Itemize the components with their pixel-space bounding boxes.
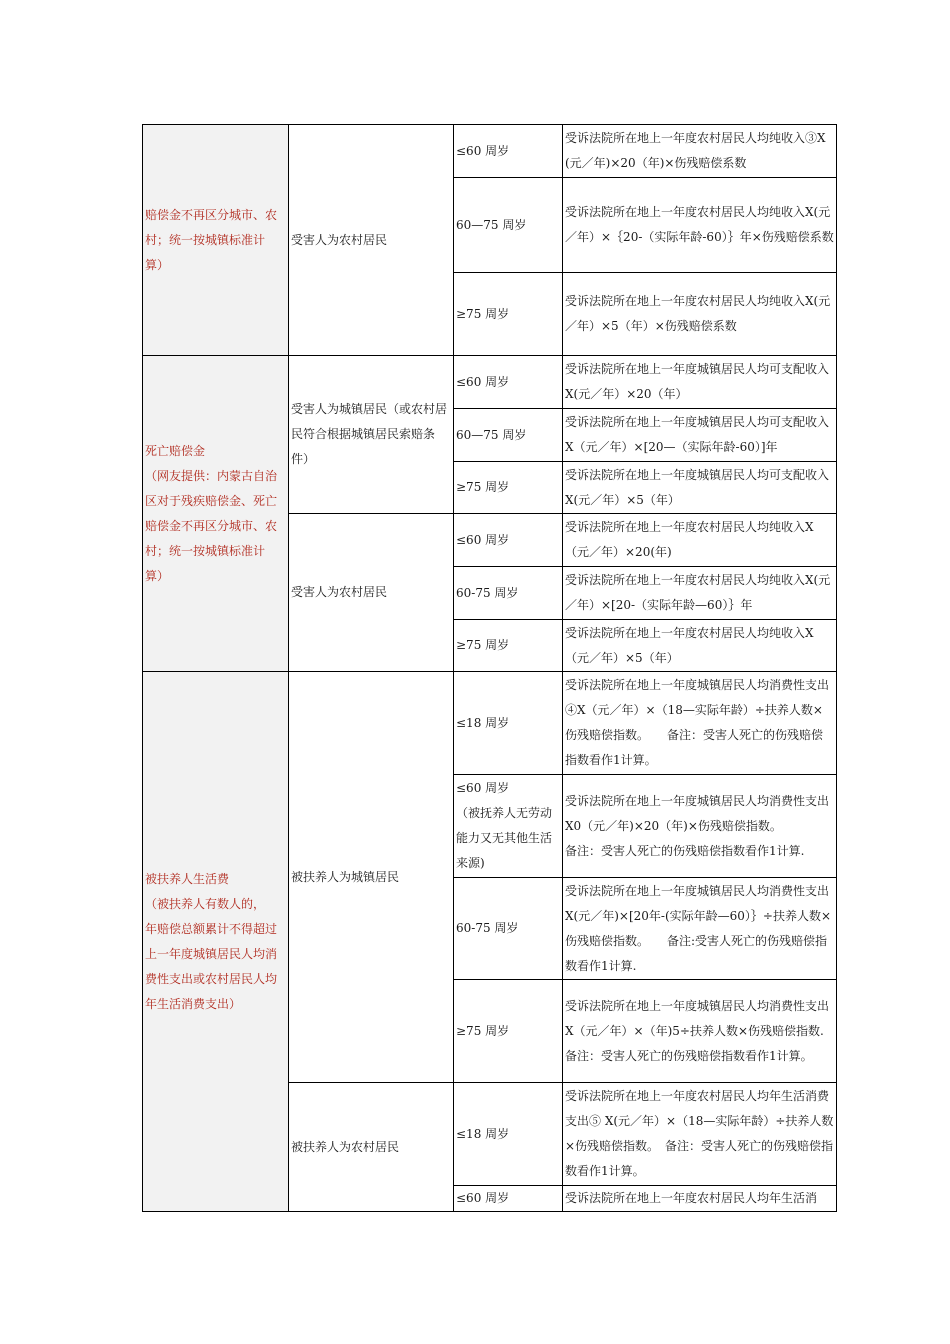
age-range-cell: ≤60 周岁: [454, 125, 563, 178]
victim-type-cell: 被扶养人为农村居民: [289, 1083, 454, 1212]
age-range-text: ≤60 周岁 （被抚养人无劳动能力又无其他生活来源): [456, 781, 553, 870]
age-range-cell: ≤18 周岁: [454, 672, 563, 775]
formula-cell: 受诉法院所在地上一年度城镇居民人均消费性支出X（元／年）×（年)5÷扶养人数×伤残赔偿指数. 备注：受害人死亡的伤残赔偿指数看作1计算。: [563, 980, 837, 1083]
age-range-cell: ≤60 周岁: [454, 514, 563, 567]
category-text: 区对于残疾赔偿金、死亡: [145, 493, 278, 508]
age-range-cell: [454, 775, 563, 878]
category-text: 死亡赔偿金: [145, 443, 206, 458]
age-range-cell: ≥75 周岁: [454, 620, 563, 672]
category-text: （网友提供：内蒙古自治: [145, 468, 278, 483]
victim-type-cell: 受害人为城镇居民（或农村居民符合根据城镇居民索赔条件）: [289, 356, 454, 514]
formula-cell: 受诉法院所在地上一年度农村居民人均纯收入X(元／年）×[20-（实际年龄—60）｝年: [563, 567, 837, 620]
age-range-cell: ≤60 周岁: [454, 1186, 563, 1212]
category-text: 赔偿金不再区分城市、农: [145, 207, 278, 222]
age-range-cell: 60—75 周岁: [454, 178, 563, 273]
age-range-cell: ≥75 周岁: [454, 273, 563, 356]
victim-type-cell: 受害人为农村居民: [289, 514, 454, 672]
formula-cell: 受诉法院所在地上一年度农村居民人均年生活消费支出⑤ X(元／年）×（18—实际年龄）÷扶养人数×伤残赔偿指数。 备注：受害人死亡的伤残赔偿指数看作1计算。: [563, 1083, 837, 1186]
category-text: 上一年度城镇居民人均消: [145, 946, 278, 961]
category-text: 村；统一按城镇标准计: [145, 543, 266, 558]
formula-cell: 受诉法院所在地上一年度农村居民人均纯收入③X(元／年)×20（年)×伤残赔偿系数: [563, 125, 837, 178]
table-row: [143, 356, 837, 409]
age-range-cell: 60—75 周岁: [454, 409, 563, 462]
category-text: 赔偿金不再区分城市、农: [145, 518, 278, 533]
category-text: 被扶养人生活费: [145, 871, 230, 886]
category-text: （被扶养人有数人的，: [145, 896, 266, 911]
age-range-cell: ≥75 周岁: [454, 462, 563, 514]
category-cell: [143, 672, 289, 1212]
formula-cell: 受诉法院所在地上一年度农村居民人均纯收入X(元／年）×5（年）×伤残赔偿系数: [563, 273, 837, 356]
category-text: 费性支出或农村居民人均: [145, 971, 278, 986]
category-cell: [143, 125, 289, 356]
age-range-cell: 60-75 周岁: [454, 567, 563, 620]
formula-cell: 受诉法院所在地上一年度城镇居民人均可支配收入X（元／年）×[20—（实际年龄-60）]年: [563, 409, 837, 462]
formula-cell: 受诉法院所在地上一年度农村居民人均年生活消: [563, 1186, 837, 1212]
formula-cell: 受诉法院所在地上一年度城镇居民人均可支配收入X(元／年）×5（年）: [563, 462, 837, 514]
victim-type-cell: 被扶养人为城镇居民: [289, 672, 454, 1083]
category-text: 算）: [145, 257, 170, 272]
formula-text: 受诉法院所在地上一年度城镇居民人均消费性支出X0（元／年)×20（年)×伤残赔偿指数。 备注：受害人死亡的伤残赔偿指数看作1计算.: [565, 793, 830, 858]
category-text: 年赔偿总额累计不得超过: [145, 921, 278, 936]
age-range-cell: ≤18 周岁: [454, 1083, 563, 1186]
compensation-table: [142, 124, 837, 1212]
age-range-cell: 60-75 周岁: [454, 878, 563, 980]
victim-type-cell: 受害人为农村居民: [289, 125, 454, 356]
formula-cell: 受诉法院所在地上一年度农村居民人均纯收入X（元／年）×20(年): [563, 514, 837, 567]
category-text: 村；统一按城镇标准计: [145, 232, 266, 247]
age-range-cell: ≤60 周岁: [454, 356, 563, 409]
formula-cell: 受诉法院所在地上一年度城镇居民人均可支配收入X(元／年）×20（年）: [563, 356, 837, 409]
formula-cell: 受诉法院所在地上一年度城镇居民人均消费性支出④X（元／年）×（18—实际年龄）÷扶养人数×伤残赔偿指数。 备注：受害人死亡的伤残赔偿指数看作1计算。: [563, 672, 837, 775]
table-row: [143, 125, 837, 178]
category-cell: [143, 356, 289, 672]
category-text: 年生活消费支出）: [145, 996, 242, 1011]
formula-cell: 受诉法院所在地上一年度城镇居民人均消费性支出X(元／年)×[20年-(实际年龄—60）｝÷扶养人数×伤残赔偿指数。 备注:受害人死亡的伤残赔偿指数看作1计算.: [563, 878, 837, 980]
formula-cell: 受诉法院所在地上一年度农村居民人均纯收入X（元／年）×5（年）: [563, 620, 837, 672]
category-text: 算）: [145, 568, 170, 583]
formula-cell: [563, 775, 837, 878]
age-range-cell: ≥75 周岁: [454, 980, 563, 1083]
formula-cell: 受诉法院所在地上一年度农村居民人均纯收入X(元／年）×｛20-（实际年龄-60）｝年×伤残赔偿系数: [563, 178, 837, 273]
table-row: [143, 672, 837, 775]
